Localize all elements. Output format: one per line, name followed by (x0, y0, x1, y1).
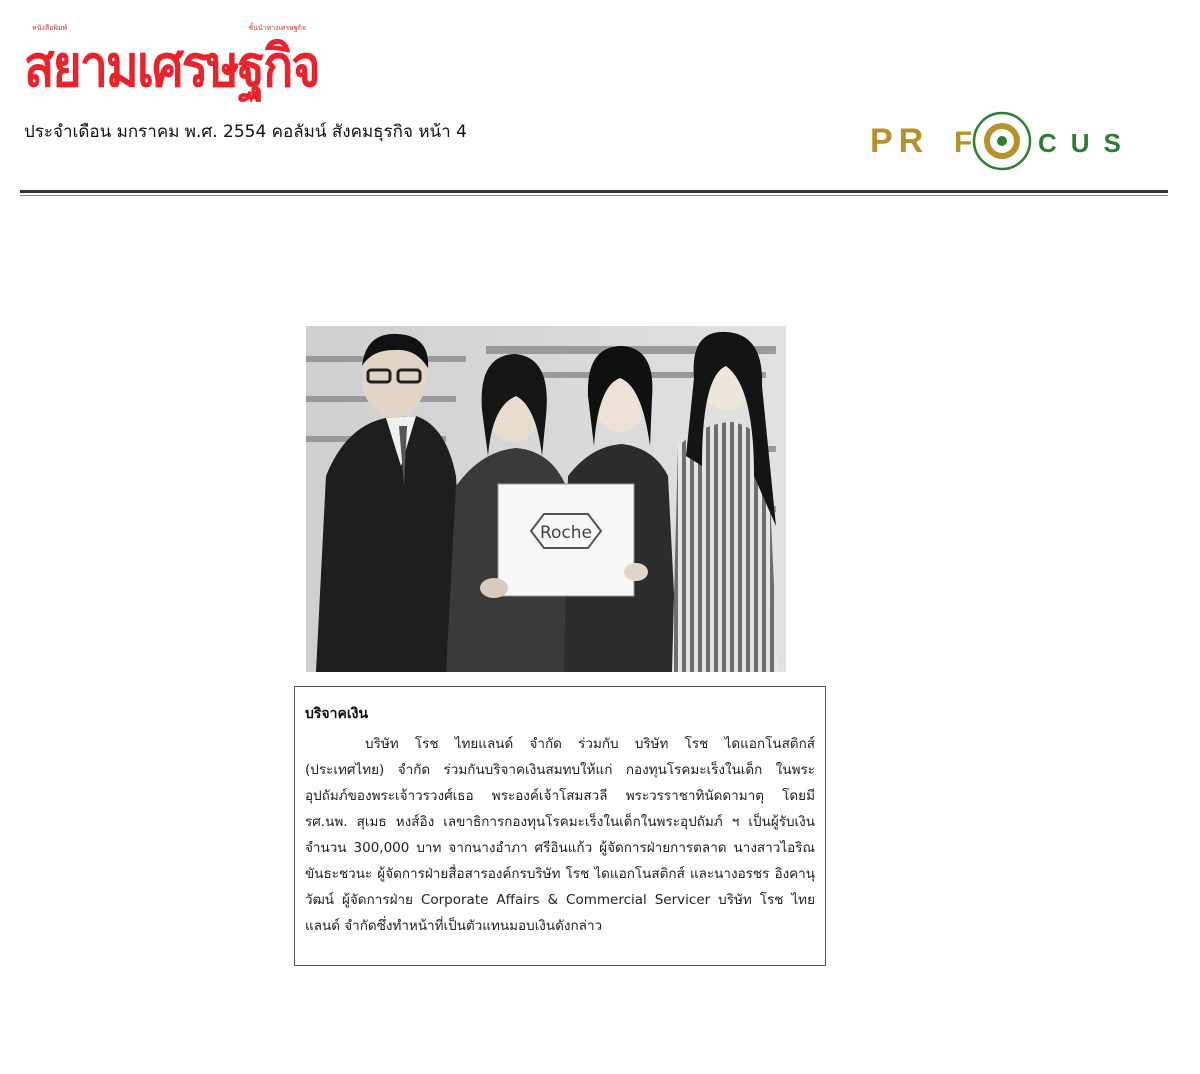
caption-body: บริษัท โรช ไทยแลนด์ จำกัด ร่วมกับ บริษัท โรช ไดแอกโนสติกส์ (ประเทศไทย) จำกัด ร่วมกันบริจาคเงินสมทบให้แก่ กองทุนโรคมะเร็งในเด็ก ในพระอุปถัมภ์ของพระเจ้าวรวงศ์เธอ พระองค์เจ้าโสมสวลี พระวรราชาทินัดดามาตุ โดยมี รศ.นพ. สุเมธ หงส์อิง เลขาธิการกองทุนโรคมะเร็งในเด็กในพระอุปถัมภ์ ฯ เป็นผู้รับเงิน จำนวน 300,000 บาท จากนางอำภา ศรีอินแก้ว ผู้จัดการฝ่ายการตลาด นางสาวไอริณ ขันธะชวนะ ผู้จัดการฝ่ายสื่อสารองค์กรบริษัท โรช ไดแอกโนสติกส์ และนางอรชร อิงคานุวัฒน์ ผู้จัดการฝ่าย Corporate Affairs & Commercial Servicer บริษัท โรช ไทยแลนด์ จำกัดซึ่งทำหน้าที่เป็นตัวแทนมอบเงินดังกล่าว (305, 736, 815, 934)
roche-donation-sign (498, 484, 634, 596)
caption-heading: บริจาคเงิน (305, 706, 369, 722)
pr-logo-center-dot (997, 136, 1007, 146)
pr-logo-text-f: F (954, 126, 973, 159)
pr-logo-text-left: PR (870, 122, 930, 160)
photo-hands-right (624, 563, 648, 581)
pr-logo-text-right: CUS (1038, 128, 1135, 158)
masthead-tagline-right: ชั้นนำทางเศรษฐกิจ (248, 24, 306, 32)
masthead-tagline-left: หนังสือพิมพ์ (32, 24, 68, 32)
publication-dateline: ประจำเดือน มกราคม พ.ศ. 2554 คอลัมน์ สังคมธุรกิจ หน้า 4 (24, 122, 467, 142)
news-photo-illustration (306, 326, 786, 672)
newspaper-masthead (24, 22, 319, 108)
newspaper-logo-title: สยามเศรษฐกิจ (24, 32, 319, 100)
news-photo (306, 326, 786, 672)
header-divider-thick (20, 190, 1168, 193)
photo-hands-left (480, 578, 508, 598)
pr-focus-logo (868, 108, 1158, 178)
news-caption-box (294, 686, 826, 966)
roche-sign-text: Roche (539, 523, 593, 543)
header-divider-thin (20, 195, 1168, 196)
